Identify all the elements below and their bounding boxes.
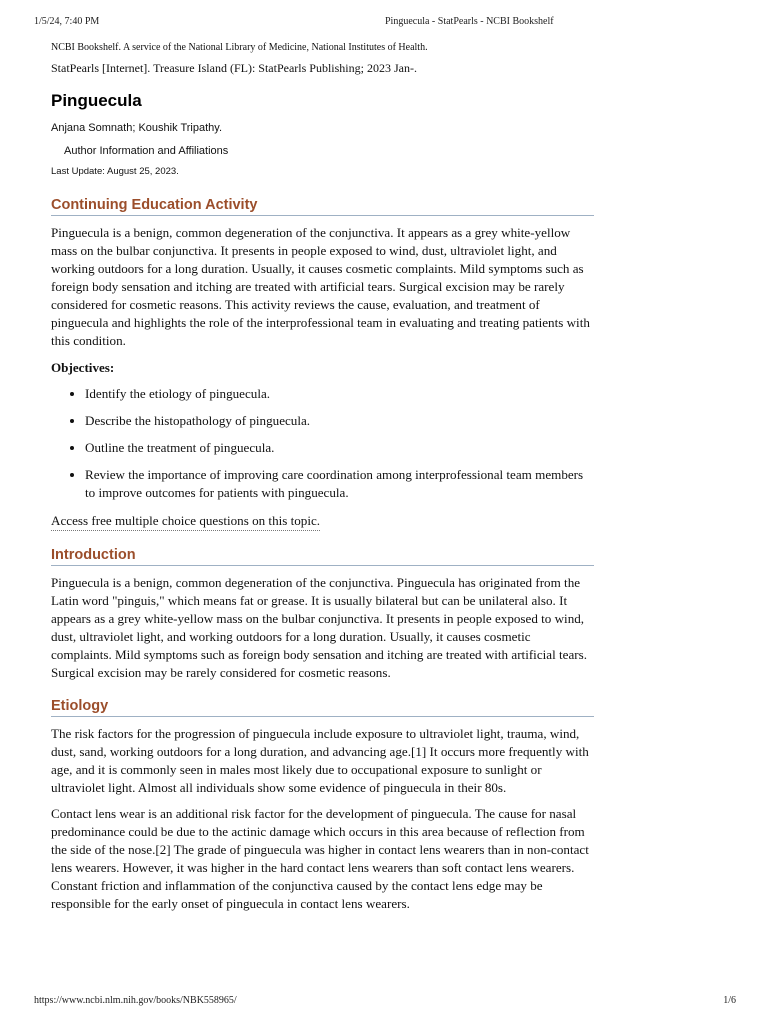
print-footer [34, 995, 736, 1009]
continuing-education-paragraph: Pinguecula is a benign, common degeneration of the conjunctiva. It appears as a grey white-yellow mass on the bulbar conjunctiva. It presents in people exposed to wind, dust, ultraviolet light, and working outdoors for a long duration. Usually, it causes cosmetic complaints. Mild symptoms such as foreign body sensation and itching are treated with artificial tears. Surgical excision may be rarely considered for cosmetic reasons. This activity reviews the cause, evaluation, and treatment of pinguecula and highlights the role of the interprofessional team in evaluating and treating patients with this condition. [51, 225, 590, 348]
objective-item: • Outline the treatment of pinguecula. [85, 439, 594, 457]
print-page-title: Pinguecula - StatPearls - NCBI Bookshelf [385, 16, 554, 27]
heading-continuing-education: Continuing Education Activity [51, 196, 594, 216]
introduction-paragraph: Pinguecula is a benign, common degeneration of the conjunctiva. Pinguecula has originated from the Latin word "pinguis," which means fat or grease. It is usually bilateral but can be unilateral also. It appears as a grey white-yellow mass on the bulbar conjunctiva. It presents in people exposed to wind, dust, ultraviolet light, and working outdoors for a long duration. Usually, it causes cosmetic complaints. Mild symptoms such as foreign body sensation and itching are treated with artificial tears. Surgical excision may be rarely considered for cosmetic reasons. [51, 575, 587, 680]
print-url: https://www.ncbi.nlm.nih.gov/books/NBK558965/ [34, 995, 237, 1006]
objective-item: • Identify the etiology of pinguecula. [85, 385, 594, 403]
access-questions-link[interactable]: Access free multiple choice questions on this topic. [51, 512, 320, 531]
citation: StatPearls [Internet]. Treasure Island (FL): StatPearls Publishing; 2023 Jan-. [51, 61, 417, 75]
print-datetime: 1/5/24, 7:40 PM [34, 16, 100, 27]
objective-item: • Review the importance of improving care coordination among interprofessional team members to improve outcomes for patients with pinguecula. [85, 466, 594, 502]
print-header [34, 16, 736, 30]
last-update: Last Update: August 25, 2023. [51, 166, 179, 177]
article-content [51, 40, 594, 913]
etiology-paragraph-1: The risk factors for the progression of pinguecula include exposure to ultraviolet light, trauma, wind, dust, sand, working outdoors for a long duration, and advancing age.[1] It occurs more frequently with age, and it is commonly seen in males most likely due to occupational exposure to sunlight or ultraviolet light. Almost all individuals show some evidence of pinguecula in their 80s. [51, 726, 589, 795]
page-title: Pinguecula [51, 91, 142, 110]
author-info-link[interactable]: Author Information and Affiliations [64, 145, 229, 157]
heading-etiology: Etiology [51, 697, 594, 717]
bookshelf-note: NCBI Bookshelf. A service of the National Library of Medicine, National Institutes of Health. [51, 42, 428, 53]
page-number: 1/6 [723, 995, 736, 1006]
etiology-paragraph-2: Contact lens wear is an additional risk factor for the development of pinguecula. The cause for nasal predominance could be due to the actinic damage which occurs in this area because of reflection from the side of the nose.[2] The grade of pinguecula was higher in contact lens wearers than in non-contact lens wearers. However, it was higher in the hard contact lens wearers than soft contact lens wearers. Constant friction and inflammation of the conjunctiva caused by the contact lens edge may be responsible for the early onset of pinguecula in contact lens wearers. [51, 806, 589, 911]
authors: Anjana Somnath; Koushik Tripathy. [51, 122, 223, 134]
objectives-list [51, 385, 594, 502]
objective-item: • Describe the histopathology of pinguecula. [85, 412, 594, 430]
heading-introduction: Introduction [51, 546, 594, 566]
objectives-label: Objectives: [51, 360, 115, 375]
